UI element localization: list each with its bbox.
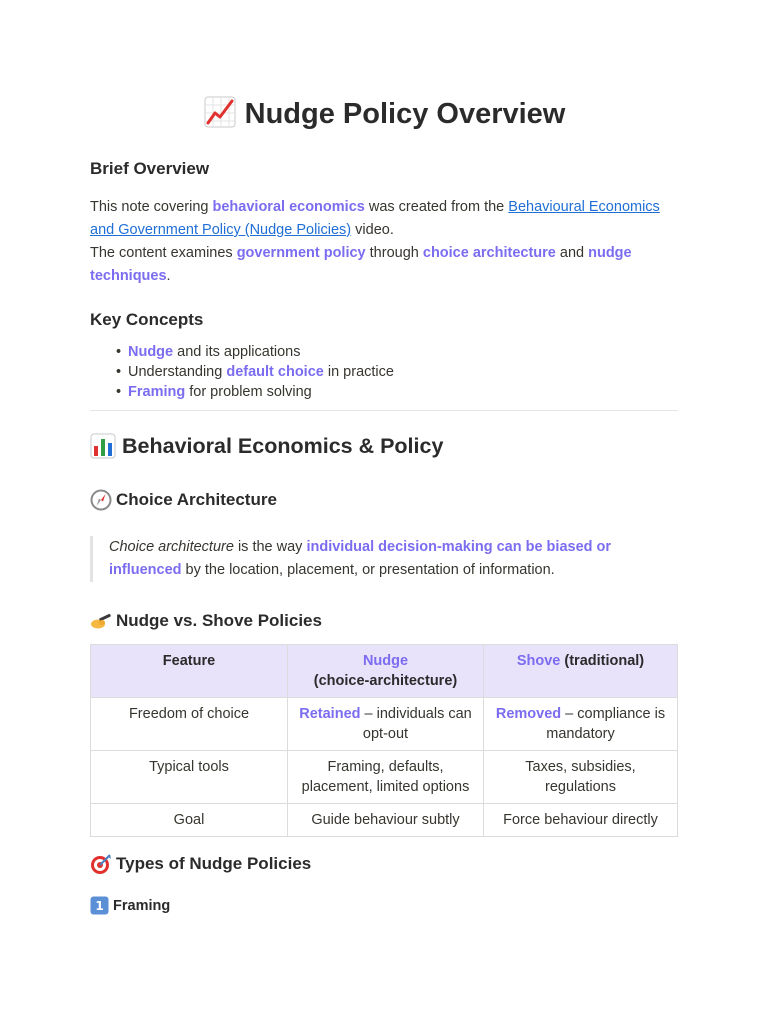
section-title: Behavioral Economics & Policy	[122, 433, 444, 458]
types-of-nudge-heading	[90, 853, 311, 875]
brief-overview-paragraph-2	[90, 242, 678, 288]
nudge-label: Nudge	[362, 653, 409, 669]
text-run: was created from the	[364, 199, 509, 215]
page-title	[90, 92, 678, 136]
brief-overview-paragraph-1	[90, 196, 678, 242]
table-cell: Goal	[91, 804, 288, 837]
types-of-nudge-title: Types of Nudge Policies	[116, 854, 312, 873]
divider	[90, 410, 678, 411]
table-cell	[288, 751, 484, 804]
list-item	[128, 342, 394, 362]
highlight-choice-architecture: choice architecture	[422, 245, 556, 261]
brief-overview-heading: Brief Overview	[90, 159, 210, 178]
highlight-term: Framing	[128, 384, 186, 400]
text-run: and its applications	[173, 344, 301, 360]
keycap-1-icon	[90, 896, 109, 915]
table-cell: Freedom of choice	[91, 698, 288, 751]
nudge-vs-shove-table	[90, 644, 678, 837]
text-run: This note covering	[90, 199, 213, 215]
text-run: in practice	[323, 364, 394, 380]
text-run: is the way	[233, 539, 307, 555]
video-link[interactable]: Behavioural Economics and Government Policy (Nudge Policies)	[90, 199, 660, 238]
cell-text: Taxes, subsidies, regulations	[525, 759, 636, 795]
column-header-feature: Feature	[91, 645, 288, 698]
table-cell	[484, 698, 678, 751]
shove-label: Shove	[516, 653, 561, 669]
cell-text: – individuals can opt-out	[360, 706, 472, 742]
nudge-vs-shove-title: Nudge vs. Shove Policies	[116, 611, 322, 630]
highlight-term: Retained	[299, 706, 361, 722]
text-run: Understanding	[128, 364, 227, 380]
table-row	[91, 751, 678, 804]
shove-sublabel: (traditional)	[560, 653, 645, 669]
highlight-nudge-techniques: nudge techniques	[90, 245, 632, 284]
column-header-shove	[484, 645, 678, 698]
cell-text: Framing, defaults, placement, limited options	[301, 759, 470, 795]
text-run: and	[555, 245, 589, 261]
highlight-term: Nudge	[128, 344, 174, 360]
target-icon	[90, 853, 112, 875]
choice-architecture-heading	[90, 489, 277, 511]
framing-heading	[90, 896, 170, 915]
text-run: .	[166, 268, 171, 284]
nudge-sublabel: (choice-architecture)	[313, 673, 458, 689]
cell-text: Guide behaviour subtly	[311, 812, 460, 828]
framing-title: Framing	[113, 897, 171, 914]
table-cell	[484, 751, 678, 804]
table-row	[91, 698, 678, 751]
highlight-government-policy: government policy	[236, 245, 366, 261]
table-cell	[288, 698, 484, 751]
list-item	[128, 362, 394, 382]
table-cell	[288, 804, 484, 837]
list-item	[128, 382, 394, 402]
cell-text: – compliance is mandatory	[546, 706, 666, 742]
table-cell: Typical tools	[91, 751, 288, 804]
text-run: by the location, placement, or presentation of information.	[181, 562, 555, 578]
emphasis-term: Choice architecture	[109, 539, 234, 555]
choice-architecture-quote	[90, 536, 678, 582]
table-row	[91, 804, 678, 837]
column-header-nudge	[288, 645, 484, 698]
section-heading	[90, 433, 443, 459]
bar-chart-icon	[90, 433, 116, 459]
text-run: video.	[351, 222, 394, 238]
svg-text:1: 1	[95, 899, 104, 913]
highlight-term: Removed	[495, 706, 562, 722]
table-header-row	[91, 645, 678, 698]
text-run: through	[365, 245, 423, 261]
key-concepts-heading: Key Concepts	[90, 310, 204, 329]
compass-icon	[90, 489, 112, 511]
page-title-text: Nudge Policy Overview	[244, 98, 566, 130]
chart-increasing-icon	[203, 95, 237, 129]
text-run: The content examines	[90, 245, 237, 261]
text-run: for problem solving	[185, 384, 312, 400]
highlight-definition: individual decision-making can be biased or influenced	[109, 539, 612, 578]
writing-hand-icon	[90, 610, 112, 632]
table-cell	[484, 804, 678, 837]
nudge-vs-shove-heading	[90, 610, 322, 632]
highlight-term: default choice	[226, 364, 324, 380]
cell-text: Force behaviour directly	[503, 812, 658, 828]
key-concepts-list	[90, 342, 394, 402]
highlight-behavioral-economics: behavioral economics	[212, 199, 365, 215]
choice-architecture-title: Choice Architecture	[116, 490, 277, 509]
